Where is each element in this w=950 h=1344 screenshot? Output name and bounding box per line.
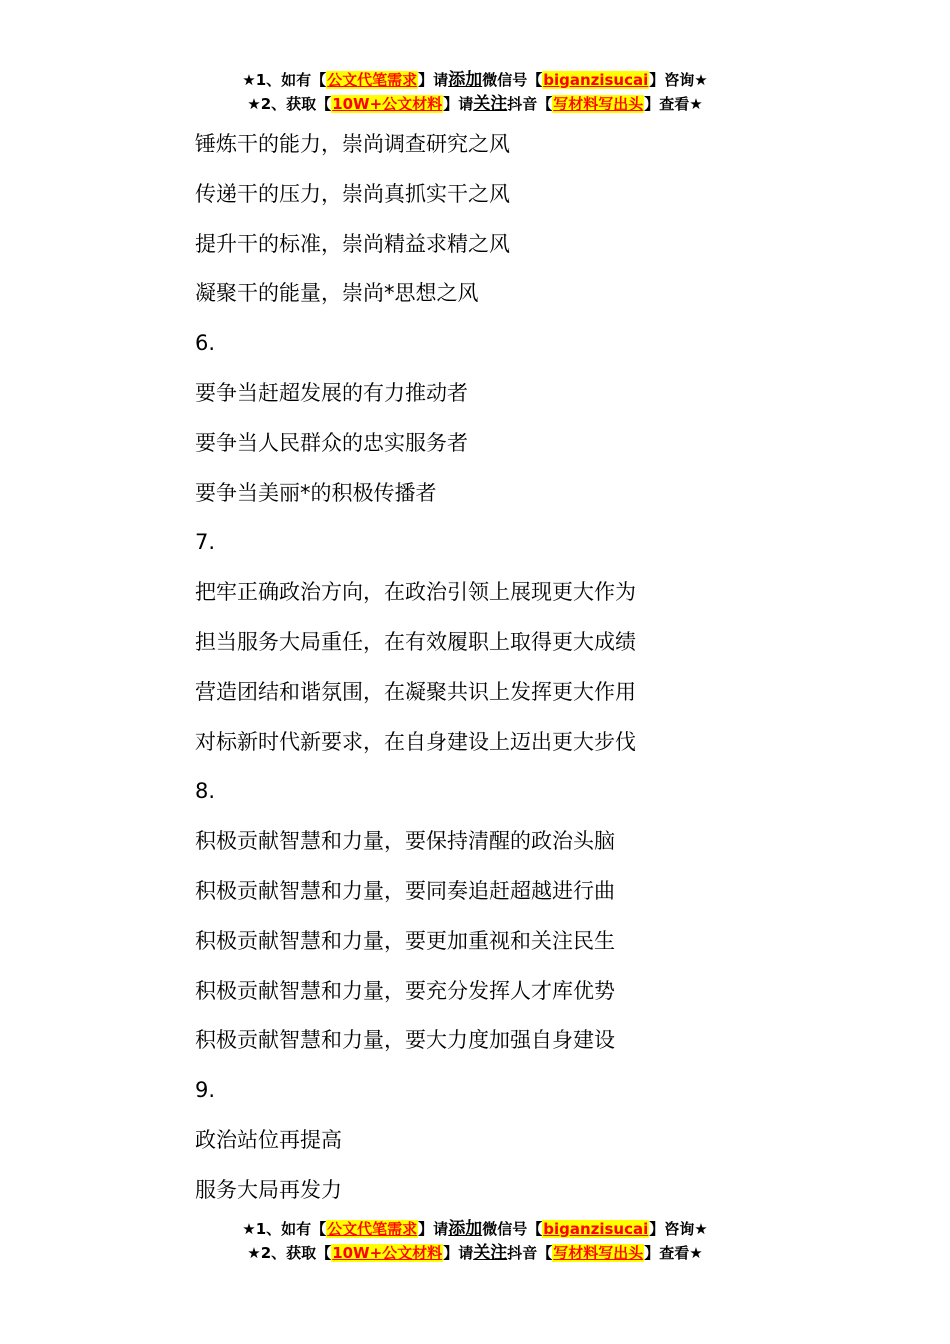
text-line: 积极贡献智慧和力量，要大力度加强自身建设 [195,1028,615,1053]
text-line: 要争当美丽*的积极传播者 [195,480,437,505]
banner-text: 抖音【 [507,95,553,113]
text-line: 凝聚干的能量，崇尚*思想之风 [195,281,479,306]
banner-line-1 [0,1217,950,1241]
banner-line-2 [0,92,950,116]
banner-emphasis: 添加 [448,70,483,90]
header-banner [0,68,950,116]
banner-text: 】查看★ [644,1244,703,1262]
banner-text: 】咨询★ [649,71,708,89]
banner-text: ★1、如有【 [242,71,327,89]
section-number: 7. [195,530,216,555]
document-body [195,128,895,1224]
text-line: 积极贡献智慧和力量，要充分发挥人才库优势 [195,978,615,1003]
banner-line-1 [0,68,950,92]
text-line: 提升干的标准，崇尚精益求精之风 [195,231,510,256]
text-line: 服务大局再发力 [195,1177,342,1202]
text-line: 积极贡献智慧和力量，要保持清醒的政治头脑 [195,829,615,854]
banner-text: 】请 [443,95,474,113]
banner-text: 微信号【 [482,1220,543,1238]
banner-text: 微信号【 [482,71,543,89]
banner-line-2 [0,1241,950,1265]
text-line: 要争当人民群众的忠实服务者 [195,430,468,455]
text-line: 担当服务大局重任，在有效履职上取得更大成绩 [195,629,636,654]
banner-text: 】请 [443,1244,474,1262]
text-line: 要争当赶超发展的有力推动者 [195,380,468,405]
banner-text: ★2、获取【 [247,95,332,113]
banner-text: ★1、如有【 [242,1220,327,1238]
footer-banner [0,1217,950,1265]
text-line: 政治站位再提高 [195,1127,342,1152]
banner-text: 】咨询★ [649,1220,708,1238]
highlight-wechat-id: biganzisucai [543,71,649,89]
section-number: 9. [195,1078,216,1103]
text-line: 传递干的压力，崇尚真抓实干之风 [195,181,510,206]
highlight-materials: 10W+公文材料 [332,1244,443,1262]
highlight-douyin-account: 写材料写出头 [553,1244,644,1262]
banner-text: 抖音【 [507,1244,553,1262]
text-line: 积极贡献智慧和力量，要同奏追赶超越进行曲 [195,878,615,903]
banner-text: 】查看★ [644,95,703,113]
banner-emphasis: 添加 [448,1219,483,1239]
highlight-douyin-account: 写材料写出头 [553,95,644,113]
banner-text: ★2、获取【 [247,1244,332,1262]
banner-text: 】请 [418,71,449,89]
section-number: 8. [195,779,216,804]
text-line: 积极贡献智慧和力量，要更加重视和关注民生 [195,928,615,953]
text-line: 营造团结和谐氛围，在凝聚共识上发挥更大作用 [195,679,636,704]
highlight-wechat-id: biganzisucai [543,1220,649,1238]
banner-emphasis: 关注 [473,1243,508,1263]
banner-emphasis: 关注 [473,94,508,114]
highlight-ghostwriting: 公文代笔需求 [327,71,418,89]
text-line: 对标新时代新要求，在自身建设上迈出更大步伐 [195,729,636,754]
banner-text: 】请 [418,1220,449,1238]
text-line: 锤炼干的能力，崇尚调查研究之风 [195,132,510,156]
highlight-ghostwriting: 公文代笔需求 [327,1220,418,1238]
section-number: 6. [195,331,216,356]
text-line: 把牢正确政治方向，在政治引领上展现更大作为 [195,580,636,605]
highlight-materials: 10W+公文材料 [332,95,443,113]
